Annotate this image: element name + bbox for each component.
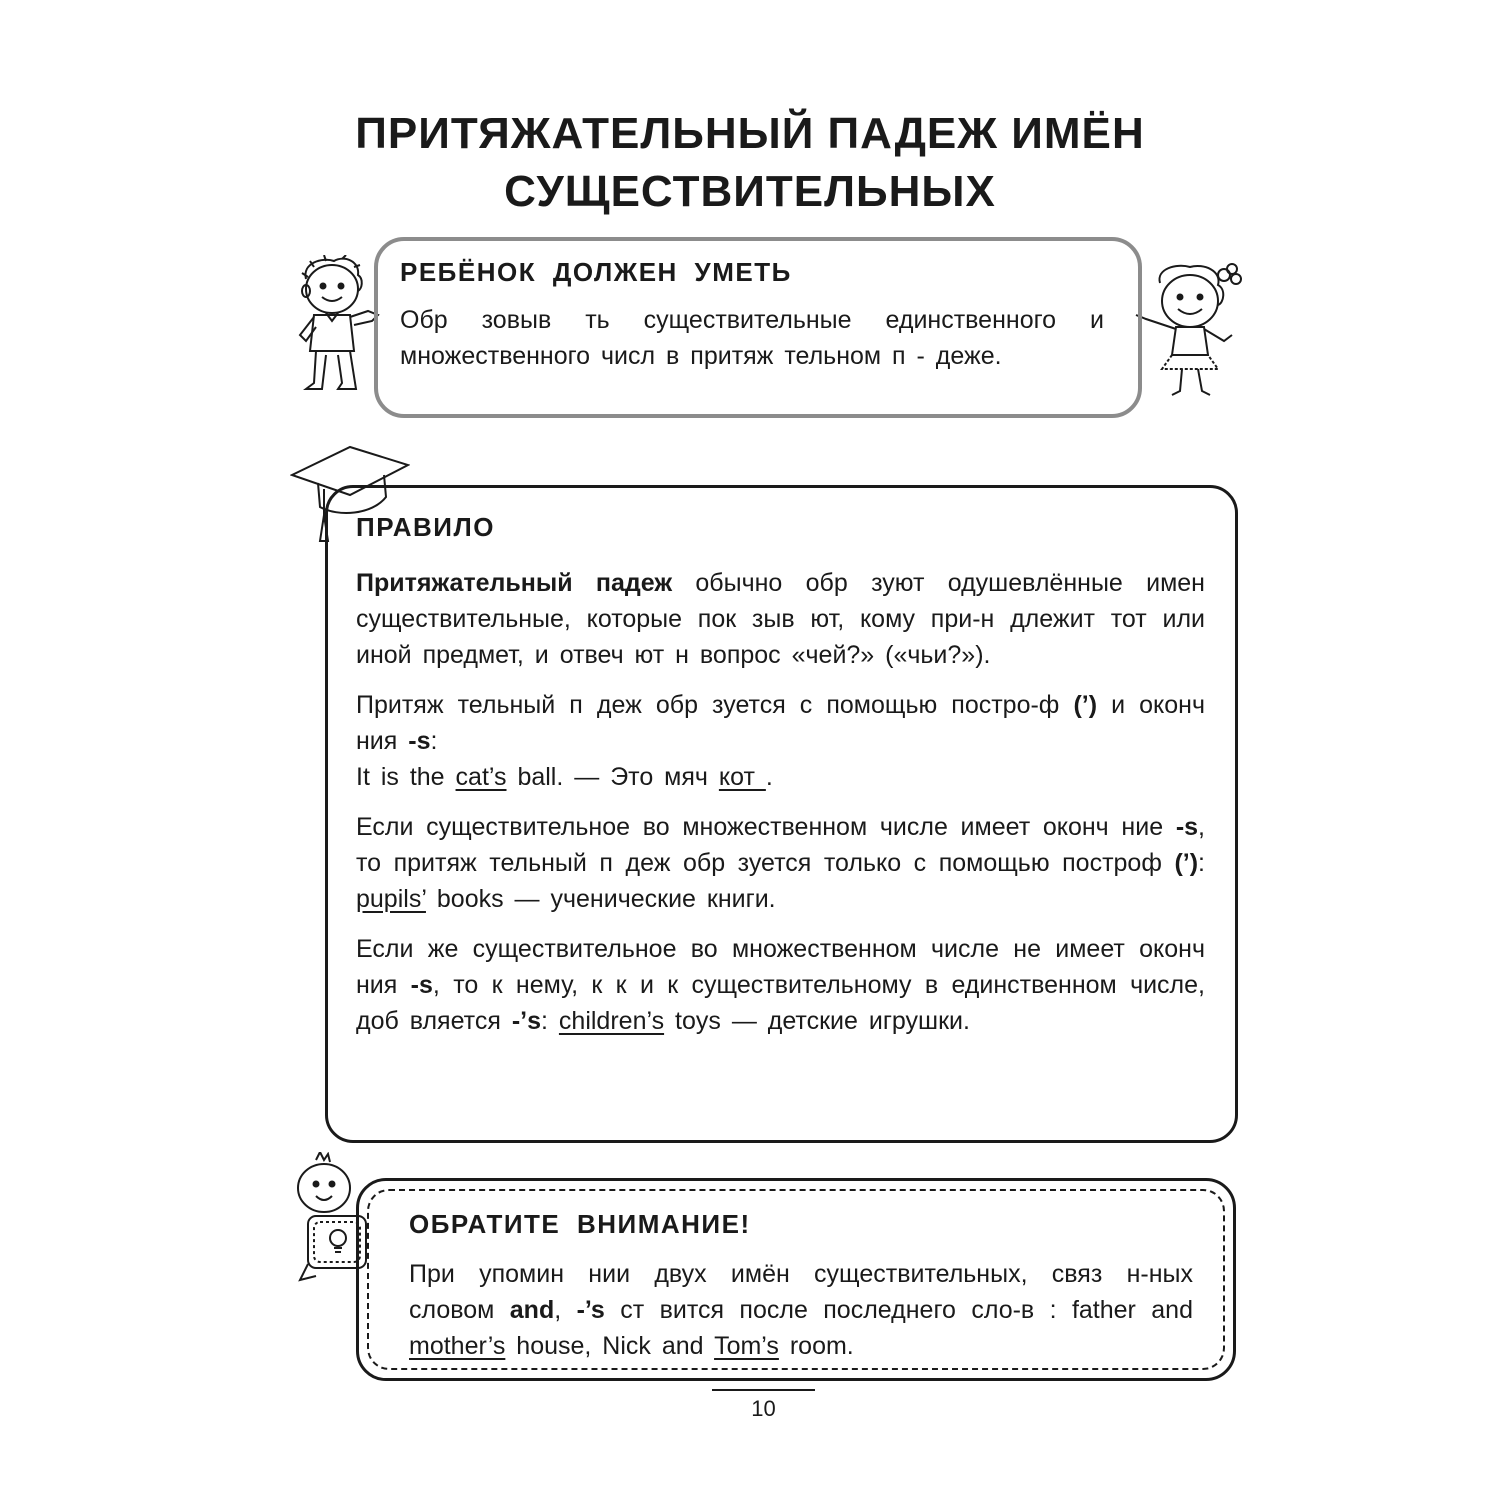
rule-paragraph-3: Если существительное во множественном числе имеет оконч ние -s, то притяж тельный п деж обр зуется только с помощью построф (’): pupils’ books — ученические книги. [356,813,1205,913]
note-text: При упомин нии двух имён существительных, связ н-ных словом and, -’s ст вится после последнего сло-в : father and mother’s house, Nick and Tom’s room. [409,1260,1193,1360]
page-title-line2: СУЩЕСТВИТЕЛЬНЫХ [504,167,996,216]
skills-text: Обр зовыв ть существительные единственного и множественного числ в притяж тельном п - деже. [400,306,1104,370]
rule-paragraph-1: Притяжательный падеж обычно обр зуют одушевлённые имен существительные, которые пок зыв ют, кому при-н длежит тот или иной предмет, и отвеч ют н вопрос «чей?» («чьи?»). [356,569,1205,669]
girl-illustration [1132,263,1250,399]
skills-heading: РЕБЁНОК ДОЛЖЕН УМЕТЬ [400,257,792,287]
example-childrens: children’s [558,1007,665,1035]
skills-box [374,237,1142,418]
note-dashed-frame [367,1189,1225,1370]
example-toms: Tom’s [714,1332,779,1360]
page-number: 10 [751,1396,776,1421]
example-mothers: mother’s [409,1332,506,1360]
example-cats: cat’s [455,763,507,791]
rule-paragraph-4: Если же существительное во множественном числе не имеет оконч ния -s, то к нему, к к и к существительному в единственном числе, доб вляется -’s: children’s toys — детские игрушки. [356,935,1205,1035]
rule-example: It is the cat’s ball. — Это мяч кот . [356,763,773,791]
footer-divider [712,1389,815,1391]
page-title-line1: ПРИТЯЖАТЕЛЬНЫЙ ПАДЕЖ ИМЁН [355,109,1145,158]
rule-heading: ПРАВИЛО [356,512,495,542]
rule-box [325,485,1238,1143]
page-title [0,105,1500,221]
boy-illustration [292,255,384,395]
example-pupils: pupils’ [356,885,426,913]
example-kot: кот [718,763,766,791]
note-box [356,1178,1236,1381]
rule-term: Притяжательный падеж [356,569,673,597]
note-heading: ОБРАТИТЕ ВНИМАНИЕ! [409,1209,751,1239]
rule-paragraph-2: Притяж тельный п деж обр зуется с помощью постро-ф (’) и оконч ния -s: [356,691,1206,755]
